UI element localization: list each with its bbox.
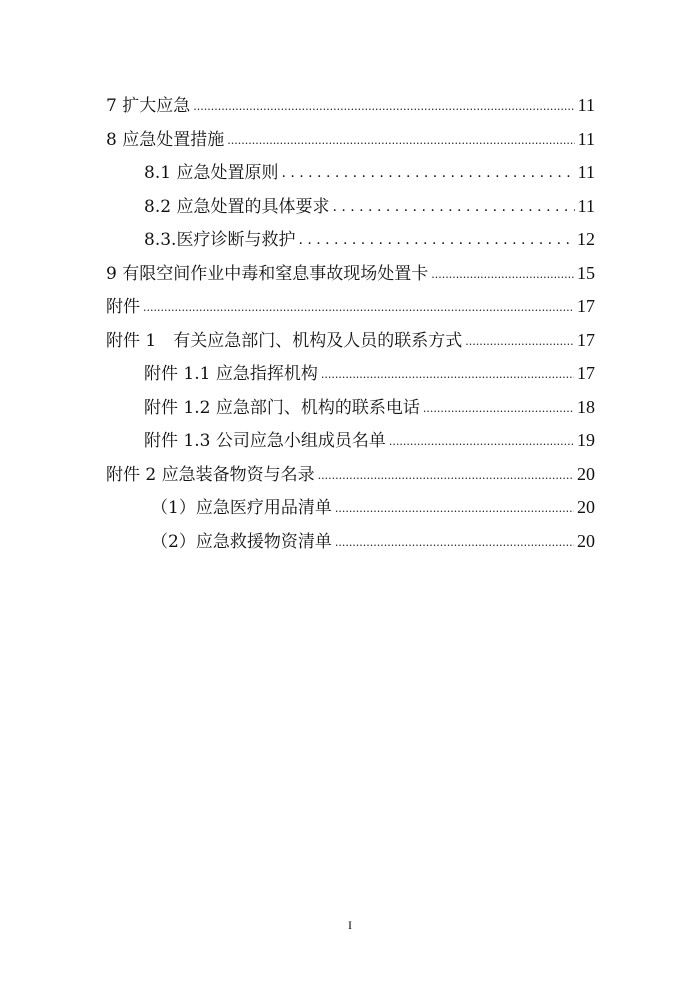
toc-entry-page: 15: [577, 262, 595, 283]
toc-entry-page: 17: [577, 363, 595, 383]
toc-entry-title: 附件 1.1 应急指挥机构: [144, 364, 318, 384]
toc-entry-title: 附件 1 有关应急部门、机构及人员的联系方式: [106, 330, 463, 351]
toc-entry[interactable]: [106, 257, 595, 291]
toc-entry-page: 20: [577, 463, 595, 484]
toc-entry-title: 附件 2 应急装备物资与名录: [106, 464, 315, 485]
toc-entry-page: 19: [577, 430, 595, 450]
toc-dot-leader: [335, 491, 574, 526]
toc-entry[interactable]: [106, 123, 595, 157]
toc-entry-page: 11: [577, 195, 595, 216]
toc-dot-leader: [423, 391, 574, 426]
toc-entry-page: 12: [577, 229, 595, 249]
toc-entry-title: 8.2 应急处置的具体要求: [144, 196, 330, 217]
toc-entry-page: 20: [577, 530, 595, 551]
toc-entry-title: 附件: [106, 297, 140, 317]
toc-entry[interactable]: [106, 190, 595, 224]
toc-entry[interactable]: [106, 324, 595, 358]
toc-entry-page: 17: [577, 296, 595, 316]
toc-entry-page: 20: [577, 497, 595, 517]
toc-entry[interactable]: [106, 223, 595, 257]
toc-entry-title: （2）应急救援物资清单: [151, 531, 332, 552]
toc-dot-leader: [389, 424, 574, 459]
toc-dot-leader: [431, 257, 574, 292]
toc-entry[interactable]: [106, 89, 595, 123]
toc-entry-page: 17: [577, 329, 595, 350]
toc-entry-title: 附件 1.3 公司应急小组成员名单: [144, 431, 386, 451]
toc-entry-page: 11: [577, 95, 595, 115]
toc-entry-title: 8 应急处置措施: [106, 129, 225, 150]
toc-entry-page: 11: [577, 128, 595, 149]
toc-dot-leader: [332, 190, 574, 225]
toc-entry[interactable]: [106, 525, 595, 559]
toc-entry[interactable]: [106, 458, 595, 492]
toc-entry-title: 附件 1.2 应急部门、机构的联系电话: [144, 397, 420, 418]
toc-entry[interactable]: [106, 424, 595, 458]
toc-dot-leader: [281, 156, 574, 191]
toc-entry-title: 9 有限空间作业中毒和窒息事故现场处置卡: [106, 263, 429, 284]
toc-entry[interactable]: [106, 391, 595, 425]
toc-entry[interactable]: [106, 357, 595, 391]
toc-entry[interactable]: [106, 290, 595, 324]
toc-entry-title: 7 扩大应急: [106, 96, 191, 116]
toc-dot-leader: [298, 223, 574, 258]
toc-dot-leader: [321, 357, 574, 392]
toc-dot-leader: [465, 324, 574, 359]
toc-entry-title: 8.1 应急处置原则: [144, 163, 279, 183]
toc-entry[interactable]: [106, 491, 595, 525]
toc-entry[interactable]: [106, 156, 595, 190]
toc-dot-leader: [227, 123, 574, 158]
toc-entry-title: 8.3.医疗诊断与救护: [144, 230, 296, 250]
toc-dot-leader: [318, 458, 574, 493]
toc-entry-page: 18: [577, 396, 595, 417]
toc-entry-page: 11: [577, 162, 595, 182]
toc-entry-title: （1）应急医疗用品清单: [151, 498, 332, 518]
page-number: I: [348, 918, 352, 932]
toc-dot-leader: [193, 89, 574, 124]
table-of-contents: [106, 89, 595, 558]
toc-dot-leader: [143, 290, 574, 325]
toc-dot-leader: [335, 525, 574, 560]
